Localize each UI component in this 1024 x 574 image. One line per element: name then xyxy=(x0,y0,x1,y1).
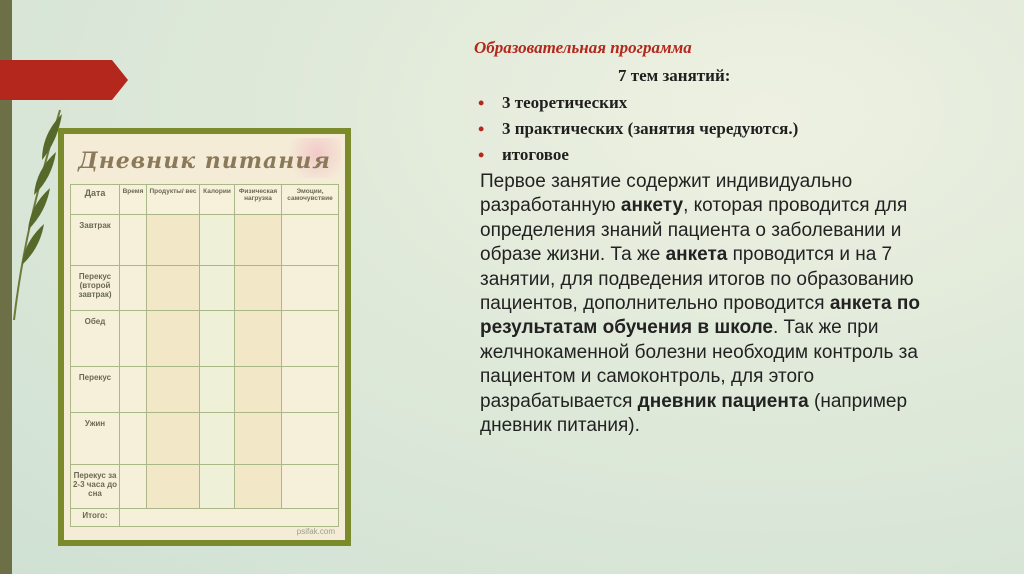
diary-header-time: Время xyxy=(120,185,147,215)
diary-title: Дневник питания xyxy=(78,148,331,174)
diary-row-label: Завтрак xyxy=(71,215,120,266)
diary-row-label: Перекус xyxy=(71,367,120,413)
description-paragraph: Первое занятие содержит индивидуально разработанную анкету, которая проводится для определения знаний пациента о заболевании и образе жизни. Та же анкета проводится и на 7 занятии, для подведения итогов по образованию пациентов, дополнительно проводится анкета по результатам обучения в школе. Так же при желчнокаменной болезни необходим контроль за пациентом и самоконтроль, для этого разрабатывается дневник пациента (например дневник питания). xyxy=(480,171,920,437)
diary-table xyxy=(70,184,339,527)
diary-row xyxy=(71,367,339,413)
topics-list xyxy=(474,92,944,166)
program-title: Образовательная программа xyxy=(474,38,692,57)
diary-row xyxy=(71,465,339,509)
bullet-icon: • xyxy=(478,145,485,165)
diary-header-emotions: Эмоции, самочувствие xyxy=(282,185,339,215)
image-credit: psifak.com xyxy=(296,527,335,536)
topic-item: • 3 теоретических xyxy=(478,93,628,113)
bullet-icon: • xyxy=(478,119,485,139)
diary-row-label: Перекус (второй завтрак) xyxy=(71,266,120,311)
diary-row xyxy=(71,311,339,367)
diary-header-row xyxy=(71,185,339,215)
slide-text-block xyxy=(474,36,944,438)
food-diary-image xyxy=(58,128,351,546)
highlight-anketa: анкету xyxy=(620,195,684,217)
topics-count: 7 тем занятий: xyxy=(618,66,731,85)
diary-row-label: Перекус за 2-3 часа до сна xyxy=(71,465,120,509)
diary-header-activity: Физическая нагрузка xyxy=(235,185,282,215)
bullet-icon: • xyxy=(478,93,485,113)
diary-total-row xyxy=(71,509,339,527)
diary-row xyxy=(71,266,339,311)
diary-header-date: Дата xyxy=(71,185,120,215)
diary-header-calories: Калории xyxy=(200,185,235,215)
highlight-survey-results: анкета по результатам обучения в школе xyxy=(480,293,920,339)
diary-row-label: Обед xyxy=(71,311,120,367)
diary-row xyxy=(71,413,339,465)
topic-item: • 3 практических (занятия чередуются.) xyxy=(478,119,799,139)
diary-total-label: Итого: xyxy=(71,509,120,527)
diary-header-products: Продукты/ вес xyxy=(147,185,200,215)
diary-row-label: Ужин xyxy=(71,413,120,465)
topic-item: • итоговое xyxy=(478,145,569,165)
highlight-anketa-2: анкета xyxy=(665,244,728,266)
red-arrow-decoration xyxy=(0,60,128,100)
diary-row xyxy=(71,215,339,266)
highlight-patient-diary: дневник пациента xyxy=(637,390,809,412)
food-diary-sheet xyxy=(64,134,345,540)
